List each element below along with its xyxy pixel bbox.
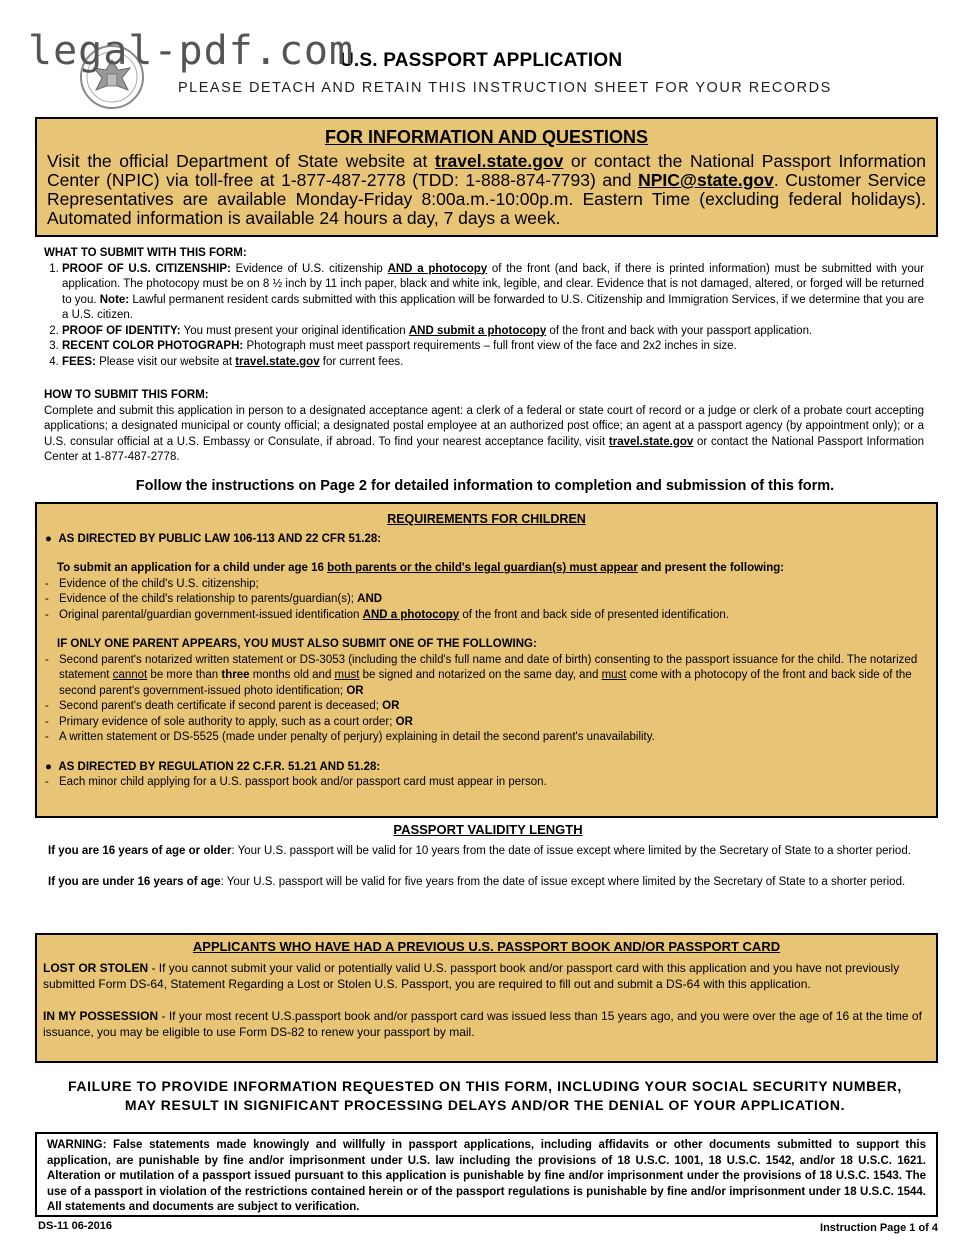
item-text: Photograph must meet passport requirements – full front view of the face and 2x2 inches in size. <box>243 340 737 352</box>
item-text: Original parental/guardian government-issued identification <box>59 608 363 621</box>
item-emphasis: AND submit a photocopy <box>408 324 547 337</box>
item-text: of the front and back side of presented identification. <box>459 608 729 621</box>
item-emphasis: OR <box>395 715 413 728</box>
list-item: - Primary evidence of sole authority to apply, such as a court order; OR <box>45 715 413 728</box>
failure-line-1: FAILURE TO PROVIDE INFORMATION REQUESTED ON THIS FORM, INCLUDING YOUR SOCIAL SECURITY NUMBER, <box>68 1078 902 1094</box>
item-text: be signed and notarized on the same day, and <box>359 669 602 681</box>
info-text-3: . Customer Service Representatives are available Monday-Friday 8:00a.m.-10:00p.m. Eastern Time (excluding federal holidays). Automated information is available 24 hours a day, 7 days a week. <box>47 170 926 228</box>
page-title: U.S. PASSPORT APPLICATION <box>340 50 623 71</box>
validity-label: If you are 16 years of age or older <box>48 844 232 857</box>
law2-text: AS DIRECTED BY REGULATION 22 C.F.R. 51.21 AND 51.28: <box>58 760 381 773</box>
possession-label: IN MY POSSESSION <box>43 1009 159 1023</box>
list-item: - A written statement or DS-5525 (made under penalty of perjury) explaining in detail the second parent's unavailability. <box>45 730 928 746</box>
lost-text: - If you cannot submit your valid or potentially valid U.S. passport book and/or passport card with this application and you have not previously submitted Form DS-64, Statement Regarding a Lost or Stolen U.S. Passport, you are required to fill out and submit a DS-64 with this application. <box>43 961 900 991</box>
list-item: - Original parental/guardian government-issued identification AND a photocopy of the front and back side of presented identification. <box>45 608 729 621</box>
item-text: come with a photocopy of the front and back side of the second parent's government-issued photo identification; <box>59 669 912 697</box>
item-text: of the front (and back, if there is printed information) must be submitted with your application. The photocopy must be on 8 ½ inch by 11 inch paper, black and white ink, legible, and clear. Evidence that is not damaged, altered, or forged will be returned to you. <box>62 262 924 306</box>
item-note: Note: <box>99 293 130 306</box>
failure-line-2: MAY RESULT IN SIGNIFICANT PROCESSING DELAYS AND/OR THE DENIAL OF YOUR APPLICATION. <box>124 1097 846 1113</box>
law-bullet <box>45 532 928 548</box>
lost-stolen-paragraph <box>43 960 930 992</box>
children-requirements-box <box>35 502 938 818</box>
how-text <box>44 404 924 466</box>
item-emphasis: cannot <box>112 669 148 681</box>
item-text: You must present your original identification <box>180 324 409 337</box>
list-item <box>62 355 924 371</box>
intro-text: To submit an application for a child under age 16 <box>57 562 328 574</box>
info-text-2: or contact the National Passport Information Center (NPIC) via toll-free at 1-877-487-2778 (TDD: 1-888-874-7793) and <box>47 151 926 190</box>
follow-instructions: Follow the instructions on Page 2 for detailed information to completion and submission of this form. <box>135 478 835 494</box>
item-text: Second parent's death certificate if second parent is deceased; <box>59 700 383 712</box>
list-item: - Evidence of the child's relationship to parents/guardian(s); AND <box>45 593 383 605</box>
intro-text: and present the following: <box>637 562 785 574</box>
item-text: Second parent's notarized written statement or DS-3053 (including the child's full name and date of birth) consenting to the passport issuance for the child. The notarized statement <box>59 653 918 681</box>
item-emphasis: AND a photocopy <box>362 608 460 621</box>
possession-text: - If your most recent U.S.passport book and/or passport card was issued less than 15 years ago, and you were over the age of 16 at the time of issuance, you may be eligible to use Form DS-82 to renew your passport by mail. <box>43 1009 922 1039</box>
item-text: Evidence of U.S. citizenship <box>230 262 388 275</box>
bullet-icon: ● <box>45 760 59 773</box>
validity-minor <box>48 875 928 891</box>
page-number: Instruction Page 1 of 4 <box>820 1222 938 1234</box>
validity-adult <box>48 844 928 860</box>
acceptance-link[interactable]: travel.state.gov <box>608 435 694 448</box>
website-link[interactable]: travel.state.gov <box>434 151 564 171</box>
item-label: RECENT COLOR PHOTOGRAPH: <box>62 340 244 352</box>
item-text: A written statement or DS-5525 (made under penalty of perjury) explaining in detail the second parent's unavailability. <box>59 731 655 743</box>
how-heading: HOW TO SUBMIT THIS FORM: <box>44 389 209 401</box>
possession-paragraph <box>43 1008 930 1040</box>
list-item <box>62 262 924 324</box>
form-id: DS-11 06-2016 <box>38 1220 112 1232</box>
list-item <box>62 324 924 340</box>
email-link[interactable]: NPIC@state.gov <box>638 170 774 190</box>
page-subtitle: PLEASE DETACH AND RETAIN THIS INSTRUCTION SHEET FOR YOUR RECORDS <box>178 80 832 96</box>
item-emphasis: three <box>221 669 250 681</box>
item-text: months old and <box>249 669 335 681</box>
bullet-icon: ● <box>45 532 59 545</box>
failure-notice <box>0 1077 970 1115</box>
law1-text: AS DIRECTED BY PUBLIC LAW 106-113 AND 22 CFR 51.28: <box>58 532 382 545</box>
list-item: - Second parent's death certificate if second parent is deceased; OR <box>45 700 400 712</box>
info-text-1: Visit the official Department of State website at <box>47 151 435 171</box>
validity-text: : Your U.S. passport will be valid for five years from the date of issue except where limited by the Secretary of State to a shorter period. <box>220 876 906 888</box>
info-text <box>37 148 936 228</box>
validity-label: If you are under 16 years of age <box>48 876 221 888</box>
one-parent-heading: IF ONLY ONE PARENT APPEARS, YOU MUST ALSO SUBMIT ONE OF THE FOLLOWING: <box>57 638 537 650</box>
children-heading: REQUIREMENTS FOR CHILDREN <box>387 512 586 526</box>
watermark: legal-pdf.com <box>28 28 355 74</box>
item-text: Each minor child applying for a U.S. passport book and/or passport card must appear in person. <box>59 776 547 788</box>
list-item: - Each minor child applying for a U.S. passport book and/or passport card must appear in person. <box>45 775 928 791</box>
previous-heading: APPLICANTS WHO HAVE HAD A PREVIOUS U.S. PASSPORT BOOK AND/OR PASSPORT CARD <box>192 939 781 954</box>
item-text: for current fees. <box>319 355 404 368</box>
validity-section <box>48 822 928 907</box>
item-text: Please visit our website at <box>95 355 236 368</box>
law-bullet <box>45 760 928 776</box>
item-label: FEES: <box>62 355 96 368</box>
how-to-submit-section <box>44 388 924 466</box>
list-item: - Second parent's notarized written statement or DS-3053 (including the child's full name and date of birth) consenting to the passport issuance for the child. The notarized statement cannot be more than three months old and must be signed and notarized on the same day, and must come with a photocopy of the front and back side of the second parent's government-issued photo identification; OR <box>45 653 918 697</box>
validity-heading: PASSPORT VALIDITY LENGTH <box>393 822 583 837</box>
item-text: be more than <box>147 669 222 681</box>
intro-emphasis: both parents or the child's legal guardian(s) must appear <box>327 562 638 574</box>
children-intro <box>45 561 928 577</box>
item-emphasis: must <box>334 669 360 681</box>
list-item: - Evidence of the child's U.S. citizenship; <box>45 577 928 593</box>
item-emphasis: OR <box>346 684 364 697</box>
item-text: Primary evidence of sole authority to apply, such as a court order; <box>59 715 396 728</box>
how-body: Complete and submit this application in person to a designated acceptance agent: a clerk of a federal or state court of record or a judge or clerk of a probate court accepting applications; a designated municipal or county official; a designated postal employee at an authorized post office; an agent at a passport agency (by appointment only); or a U.S. consular official at a U.S. Embassy or Consulate, if abroad. To find your nearest acceptance facility, visit <box>44 404 924 448</box>
item-text: of the front and back with your passport application. <box>546 324 813 337</box>
info-heading: FOR INFORMATION AND QUESTIONS <box>325 127 648 147</box>
what-heading: WHAT TO SUBMIT WITH THIS FORM: <box>44 247 247 259</box>
item-emphasis: AND <box>357 593 383 605</box>
item-text: Evidence of the child's relationship to parents/guardian(s); <box>59 593 358 605</box>
lost-label: LOST OR STOLEN <box>43 961 149 975</box>
info-box <box>35 117 938 237</box>
validity-text: : Your U.S. passport will be valid for 10 years from the date of issue except where limited by the Secretary of State to a shorter period. <box>231 844 911 857</box>
previous-passport-box <box>35 933 938 1063</box>
list-item <box>62 339 924 355</box>
item-label: PROOF OF IDENTITY: <box>62 324 181 337</box>
item-emphasis: must <box>601 669 627 681</box>
item-label: PROOF OF U.S. CITIZENSHIP: <box>62 262 231 275</box>
what-to-submit-section <box>44 246 924 370</box>
item-emphasis: AND a photocopy <box>387 262 488 275</box>
item-emphasis: OR <box>382 700 400 712</box>
item-text: Lawful permanent resident cards submitted with this application will be forwarded to U.S. Citizenship and Immigration Services, if we determine that you are a U.S. citizen. <box>62 293 924 321</box>
warning-box: WARNING: False statements made knowingly and willfully in passport applications, including affidavits or other documents submitted to support this application, are punishable by fine and/or imprisonment under U.S. law including the provisions of 18 U.S.C. 1001, 18 U.S.C. 1542, and/or 18 U.S.C. 1621. Alteration or mutilation of a passport issued pursuant to this application is punishable by fine and/or imprisonment under the provisions of 18 U.S.C. 1543. The use of a passport in violation of the restrictions contained herein or of the passport regulations is punishable by fine and/or imprisonment under 18 U.S.C. 1544. All statements and documents are subject to verification. <box>35 1132 938 1217</box>
item-text: Evidence of the child's U.S. citizenship; <box>59 577 259 590</box>
fees-link[interactable]: travel.state.gov <box>235 355 320 368</box>
how-tail: or contact the National Passport Information Center at 1-877-487-2778. <box>44 435 924 463</box>
